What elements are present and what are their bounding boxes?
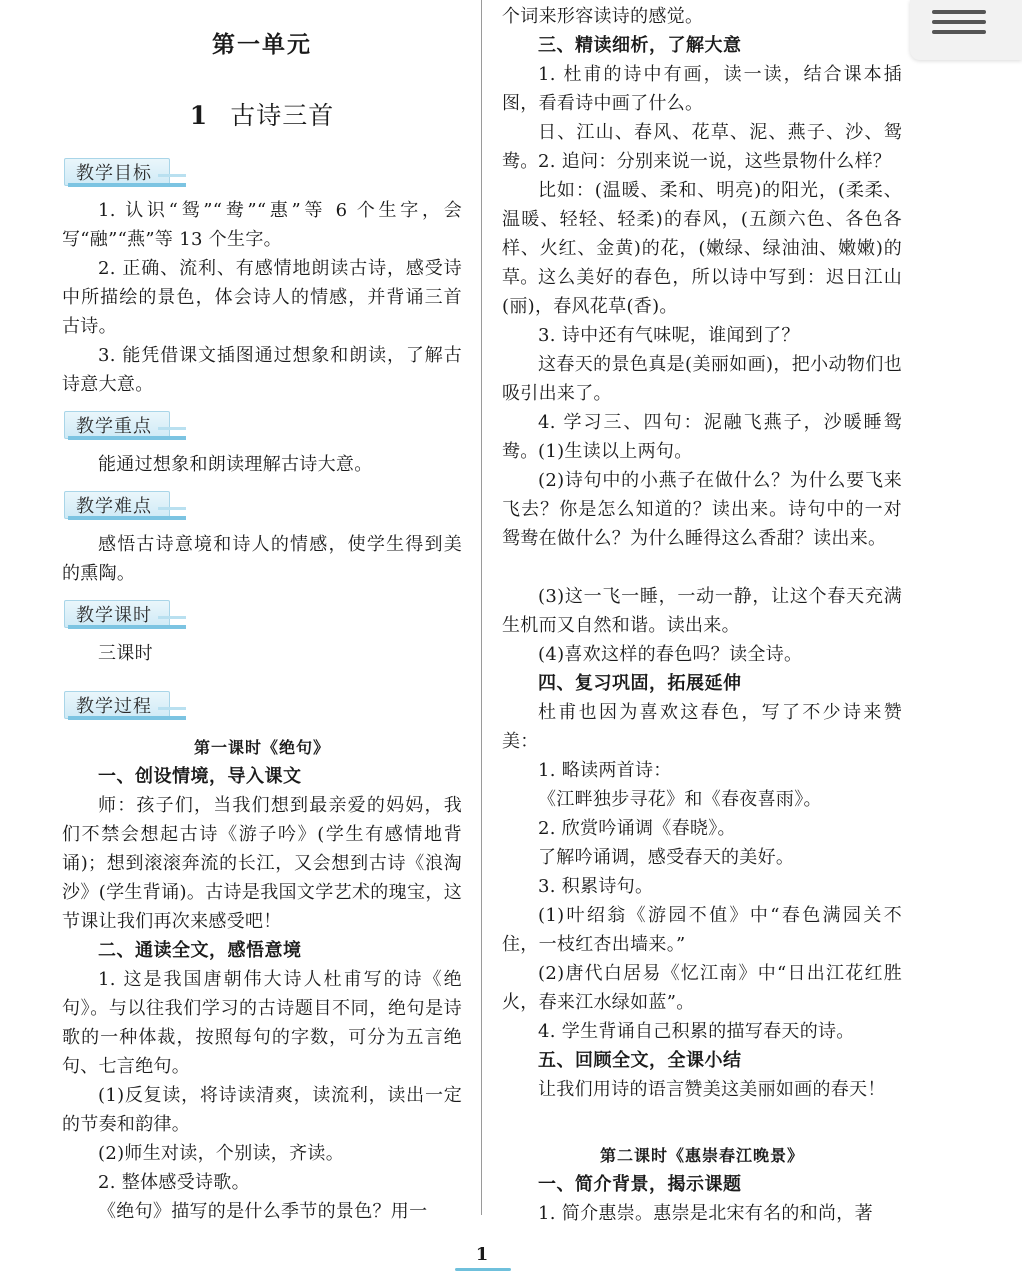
paragraph-2: 1. 这是我国唐朝伟大诗人杜甫写的诗《绝句》。与以往我们学习的古诗题目不同，绝句是诗歌的一种体裁，按照每句的字数，可分为五言绝句、七言绝句。: [62, 969, 462, 1077]
r-para-13: 杜甫也因为喜欢这春色，写了不少诗来赞美：: [502, 702, 902, 752]
period-2-title: 第二课时《惠崇春江晚景》: [599, 1146, 804, 1165]
goal-2: 2. 正确、流利、有感情地朗读古诗，感受诗中所描绘的景色，体会诗人的情感，并背诵三首古诗。: [62, 258, 462, 337]
lesson-title: [62, 96, 462, 132]
section-tag-process: 教学过程: [62, 689, 186, 723]
lesson-number: 1: [189, 101, 209, 130]
page-number: 1: [475, 1244, 489, 1265]
r-para-20: (2)唐代白居易《忆江南》中“日出江花红胜火，春来江水绿如蓝”。: [502, 963, 902, 1013]
lesson-name: 古诗三首: [230, 101, 335, 130]
r-para-5: 这么美好的春色，所以诗中写到：迟日江山(丽)，春风花草(香)。: [502, 267, 902, 317]
r-para-14: 1. 略读两首诗：: [538, 760, 672, 781]
page-number-decoration: [455, 1268, 511, 1271]
r-para-18: 3. 积累诗句。: [538, 876, 654, 897]
difficulty-text: 感悟古诗意境和诗人的情感，使学生得到美的熏陶。: [62, 534, 462, 584]
heading-5: 五、回顾全文，全课小结: [538, 1050, 742, 1071]
section-tag-goals: 教学目标: [62, 156, 186, 190]
paragraph-1: 师：孩子们，当我们想到最亲爱的妈妈，我们不禁会想起古诗《游子吟》(学生有感情地背诵)；想到滚滚奔流的长江，又会想到古诗《浪淘沙》(学生背诵)。古诗是我国文学艺术的瑰宝，这节课让我们再次来感受吧！: [62, 795, 462, 932]
paragraph-6: 《绝句》描写的是什么季节的景色？用一: [98, 1201, 428, 1222]
section-tag-key: 教学重点: [62, 409, 186, 443]
r-para-2: 日、江山、春风、花草、泥、燕子、沙、鸳鸯。: [502, 122, 902, 172]
section-tag-difficulty: 教学难点: [62, 489, 186, 523]
r-para-4: 比如：(温暖、柔和、明亮)的阳光，(柔柔、温暖、轻轻、轻柔)的春风，(五颜六色、各色各样、火红、金黄)的花，(嫩绿、绿油油、嫩嫩)的草。: [502, 180, 902, 288]
heading-3: 三、精读细析，了解大意: [538, 35, 742, 56]
r-para-23: 1. 简介惠崇。惠崇是北宋有名的和尚，著: [538, 1203, 873, 1224]
heading-4: 四、复习巩固，拓展延伸: [538, 673, 742, 694]
paragraph-4: (2)师生对读，个别读，齐读。: [98, 1143, 344, 1164]
column-divider: [481, 0, 482, 1215]
heading-6: 一、简介背景，揭示课题: [538, 1174, 742, 1195]
heading-1: 一、创设情境，导入课文: [98, 766, 302, 787]
r-para-7: 这春天的景色真是(美丽如画)，把小动物们也吸引出来了。: [502, 354, 902, 404]
r-para-22: 让我们用诗的语言赞美这美丽如画的春天！: [538, 1079, 886, 1100]
r-para-9: (1)生读以上两句。: [538, 441, 693, 462]
r-para-15: 《江畔独步寻花》和《春夜喜雨》。: [538, 789, 822, 810]
period-1-title: 第一课时《绝句》: [193, 738, 330, 757]
r-para-8: 4. 学习三、四句：泥融飞燕子，沙暖睡鸳鸯。: [502, 412, 902, 462]
goal-1: 1. 认识“鸳”“鸯”“惠”等 6 个生字，会写“融”“燕”等 13 个生字。: [62, 200, 462, 250]
r-para-11: (3)这一飞一睡，一动一静，让这个春天充满生机而又自然和谐。读出来。: [502, 586, 902, 636]
unit-title: 第一单元: [212, 31, 312, 58]
r-para-19: (1)叶绍翁《游园不值》中“春色满园关不住，一枝红杏出墙来。”: [502, 905, 902, 955]
r-para-10: (2)诗句中的小燕子在做什么？为什么要飞来飞去？你是怎么知道的？读出来。诗句中的一对鸳鸯在做什么？为什么睡得这么香甜？读出来。: [502, 470, 902, 549]
r-para-3: 2. 追问：分别来说一说，这些景物什么样？: [538, 151, 892, 172]
section-tag-periods: 教学课时: [62, 598, 186, 632]
r-para-21: 4. 学生背诵自己积累的描写春天的诗。: [538, 1021, 855, 1042]
r-para-17: 了解吟诵调，感受春天的美好。: [538, 847, 795, 868]
r-para-16: 2. 欣赏吟诵调《春晓》。: [538, 818, 736, 839]
paragraph-3: (1)反复读，将诗读清爽，读流利，读出一定的节奏和韵律。: [62, 1085, 462, 1135]
heading-2: 二、通读全文，感悟意境: [98, 940, 302, 961]
r-para-12: (4)喜欢这样的春色吗？读全诗。: [538, 644, 803, 665]
goal-3: 3. 能凭借课文插图通过想象和朗读，了解古诗意大意。: [62, 345, 462, 395]
paragraph-5: 2. 整体感受诗歌。: [98, 1172, 250, 1193]
r-line-0: 个词来形容读诗的感觉。: [502, 6, 704, 27]
menu-button[interactable]: [910, 0, 1022, 60]
r-para-1: 1. 杜甫的诗中有画，读一读，结合课本插图，看看诗中画了什么。: [502, 64, 902, 114]
periods-text: 三课时: [98, 643, 153, 664]
hamburger-menu-icon: [932, 10, 986, 14]
key-text: 能通过想象和朗读理解古诗大意。: [98, 454, 373, 475]
r-para-6: 3. 诗中还有气味呢，谁闻到了？: [538, 325, 800, 346]
